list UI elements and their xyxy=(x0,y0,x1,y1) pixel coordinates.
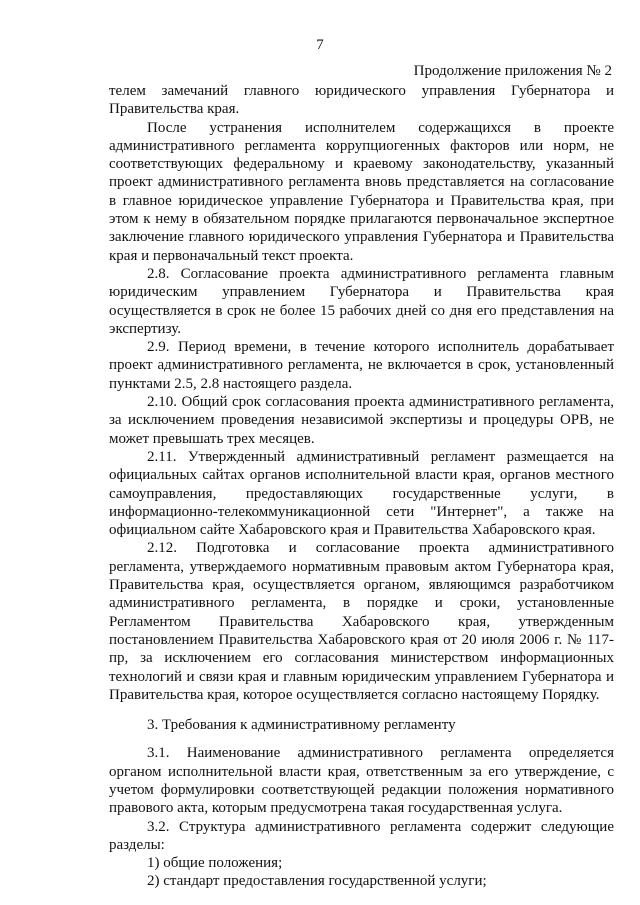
paragraph-3-2: 3.2. Структура административного регламента содержит следующие разделы: xyxy=(109,818,614,853)
paragraph-2-11: 2.11. Утвержденный административный регламент размещается на официальных сайтах органов исполнительной власти края, органов местного самоуправления, предоставляющих государственные услуги, в информационно-телекоммуникационной сети "Интернет", а также на официальном сайте Хабаровского края и Правительства Хабаровского края. xyxy=(109,448,614,539)
list-item: 2) стандарт предоставления государственной услуги; xyxy=(147,873,487,890)
paragraph-2-10: 2.10. Общий срок согласования проекта административного регламента, за исключением проведения независимой экспертизы и процедуры ОРВ, не может превышать трех месяцев. xyxy=(109,394,614,447)
section-heading: 3. Требования к административному регламенту xyxy=(147,717,456,734)
paragraph-2-12: 2.12. Подготовка и согласование проекта административного регламента, утверждаемого нормативным правовым актом Губернатора края, Правительства края, осуществляется органом, являющимся разработчиком административного регламента, в порядке и сроки, установленные Регламентом Правительства Хабаровского края, утвержденным постановлением Правительства Хабаровского края от 20 июля 2006 г. № 117-пр, за исключением его согласования министерством информационных технологий и связи края и главным юридическим управлением Губернатора и Правительства края, которое осуществляется согласно настоящему Порядку. xyxy=(109,540,614,703)
paragraph-continued: телем замечаний главного юридического управления Губернатора и Правительства края. xyxy=(109,83,614,118)
list-item: 1) общие положения; xyxy=(147,855,283,872)
paragraph-2-8: 2.8. Согласование проекта административного регламента главным юридическим управлением Губернатора и Правительства края осуществляется в срок не более 15 рабочих дней со дня его представления на экспертизу. xyxy=(109,265,614,337)
page-number: 7 xyxy=(316,37,324,53)
paragraph-revision: После устранения исполнителем содержащихся в проекте административного регламента коррупциогенных факторов или норм, не соответствующих федеральному и краевому законодательству, указанный проект административного регламента вновь представляется на согласование в главное юридическое управление Губернатора и Правительства края, при этом к нему в обязательном порядке прилагаются первоначальное экспертное заключение главного юридического управления Губернатора и Правительства края и первоначальный текст проекта. xyxy=(109,119,614,264)
document-body xyxy=(109,82,614,891)
paragraph-3-1: 3.1. Наименование административного регламента определяется органом исполнительной власти края, ответственным за его утверждение, с учетом формулировки соответствующей редакции положения нормативного правового акта, которым предусмотрена такая государственная услуга. xyxy=(109,745,614,817)
paragraph-2-9: 2.9. Период времени, в течение которого исполнитель дорабатывает проект административного регламента, не включается в срок, установленный пунктами 2.5, 2.8 настоящего раздела. xyxy=(109,339,614,392)
appendix-continuation-label: Продолжение приложения № 2 xyxy=(413,63,612,79)
